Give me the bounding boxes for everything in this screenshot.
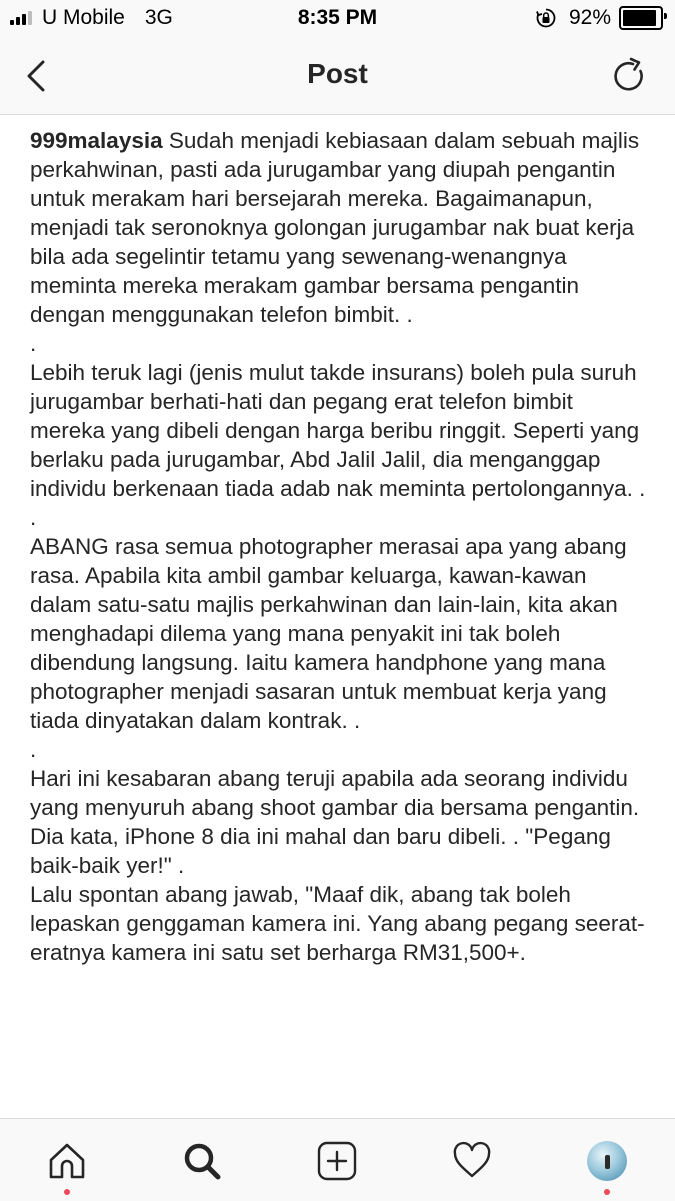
- orientation-lock-icon: [535, 7, 557, 29]
- tab-bar: [0, 1118, 675, 1201]
- caption-paragraph: Lebih teruk lagi (jenis mulut takde insurans) boleh pula suruh jurugambar berhati-hati dan pegang erat telefon bimbit mereka yang dibeli dengan harga beribu ringgit. Seperti yang berlaku pada jurugambar, Abd Jalil Jalil, dia menganggap individu berkenaan tiada adab nak meminta pertolongannya. .: [30, 360, 646, 501]
- search-icon: [181, 1140, 223, 1182]
- caption-paragraph: [30, 126, 650, 329]
- caption-paragraph: Lalu spontan abang jawab, "Maaf dik, abang tak boleh lepaskan genggaman kamera ini. Yang abang pegang seerat-eratnya kamera ini satu set berharga RM31,500+.: [30, 882, 645, 965]
- tab-search[interactable]: [180, 1139, 224, 1183]
- battery-percent: 92%: [568, 6, 611, 29]
- post-caption: [30, 126, 650, 967]
- tab-profile[interactable]: [585, 1139, 629, 1183]
- home-icon: [46, 1140, 88, 1182]
- avatar: [587, 1141, 627, 1181]
- network-type: 3G: [144, 6, 173, 29]
- caption-paragraph: .: [30, 737, 37, 762]
- status-time: 8:35 PM: [297, 6, 378, 29]
- battery-icon: [619, 6, 663, 30]
- refresh-icon[interactable]: [609, 56, 649, 96]
- home-notification-dot: [64, 1189, 70, 1195]
- page-title: Post: [307, 58, 368, 89]
- nav-bar: [0, 38, 675, 115]
- profile-notification-dot: [604, 1189, 610, 1195]
- plus-square-icon: [316, 1140, 358, 1182]
- caption-text: Sudah menjadi kebiasaan dalam sebuah majlis perkahwinan, pasti ada jurugambar yang diupah pengantin untuk merakam hari bersejarah mereka. Bagaimanapun, menjadi tak seronoknya golongan jurugambar nak buat kerja bila ada segelintir tetamu yang sewenang-wenangnya meminta mereka merakam gambar bersama pengantin dengan menggunakan telefon bimbit. .: [30, 128, 640, 327]
- heart-icon: [451, 1140, 493, 1182]
- caption-paragraph: Hari ini kesabaran abang teruji apabila ada seorang individu yang menyuruh abang shoot gambar dia bersama pengantin. Dia kata, iPhone 8 dia ini mahal dan baru dibeli. . "Pegang baik-baik yer!" .: [30, 766, 640, 878]
- tab-activity[interactable]: [450, 1139, 494, 1183]
- status-bar: [0, 0, 675, 38]
- caption-paragraph: .: [30, 331, 37, 356]
- caption-paragraph: ABANG rasa semua photographer merasai apa yang abang rasa. Apabila kita ambil gambar keluarga, kawan-kawan dalam satu-satu majlis perkahwinan dan lain-lain, kita akan menghadapi dilema yang mana penyakit ini tak boleh dibendung langsung. Iaitu kamera handphone yang mana photographer menjadi sasaran untuk membuat kerja yang tiada dinyatakan dalam kontrak. .: [30, 534, 627, 733]
- carrier-name: U Mobile: [42, 6, 125, 29]
- tab-home[interactable]: [45, 1139, 89, 1183]
- status-bar-right: [535, 6, 663, 30]
- username-link[interactable]: 999malaysia: [30, 128, 163, 153]
- battery-fill: [623, 10, 656, 26]
- tab-new-post[interactable]: [315, 1139, 359, 1183]
- caption-paragraph: .: [30, 505, 37, 530]
